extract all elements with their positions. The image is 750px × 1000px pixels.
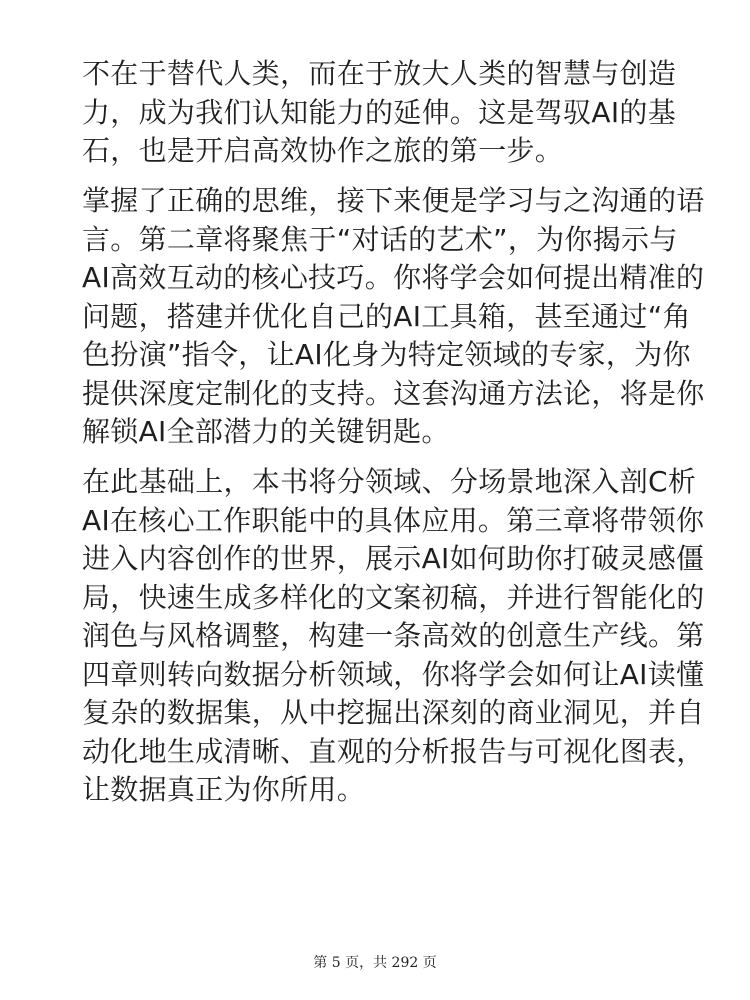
paragraph-line: 在此基础上，本书将分领域、分场景地深入剖C析	[82, 465, 697, 498]
paragraph-line: 问题，搭建并优化自己的AI工具箱，甚至通过“角	[82, 299, 691, 333]
paragraph-line: AI在核心工作职能中的具体应用。第三章将带领你	[82, 503, 705, 537]
page-number-footer: 第 5 页，共 292 页	[313, 955, 437, 971]
paragraph-line: 掌握了正确的思维，接下来便是学习与之沟通的语	[82, 184, 705, 217]
paragraph-line: 解锁AI全部潜力的关键钥匙。	[82, 415, 450, 448]
paragraph-line: 润色与风格调整，构建一条高效的创意生产线。第	[82, 619, 705, 652]
paragraph-line: AI高效互动的核心技巧。你将学会如何提出精准的	[82, 261, 705, 294]
paragraph-line: 石，也是开启高效协作之旅的第一步。	[82, 134, 564, 167]
paragraph-line: 让数据真正为你所用。	[82, 773, 366, 806]
paragraph-line: 动化地生成清晰、直观的分析报告与可视化图表，	[82, 734, 705, 768]
body-paragraph-1	[82, 55, 677, 171]
paragraph-line: 不在于替代人类，而在于放大人类的智慧与创造	[82, 57, 677, 90]
paragraph-line: 力，成为我们认知能力的延伸。这是驾驭AI的基	[82, 95, 677, 129]
paragraph-line: 言。第二章将聚焦于“对话的艺术”，为你揭示与	[82, 222, 678, 256]
paragraph-line: 四章则转向数据分析领域，你将学会如何让AI读懂	[82, 657, 705, 691]
body-paragraph-2	[82, 182, 705, 452]
paragraph-line: 提供深度定制化的支持。这套沟通方法论，将是你	[82, 376, 705, 410]
paragraph-line: 进入内容创作的世界，展示AI如何助你打破灵感僵	[82, 542, 705, 575]
paragraph-line: 复杂的数据集，从中挖掘出深刻的商业洞见，并自	[82, 696, 705, 729]
paragraph-line: 局，快速生成多样化的文案初稿，并进行智能化的	[82, 580, 705, 614]
paragraph-line: 色扮演”指令，让AI化身为特定领域的专家，为你	[82, 338, 691, 371]
body-paragraph-3	[82, 463, 705, 810]
